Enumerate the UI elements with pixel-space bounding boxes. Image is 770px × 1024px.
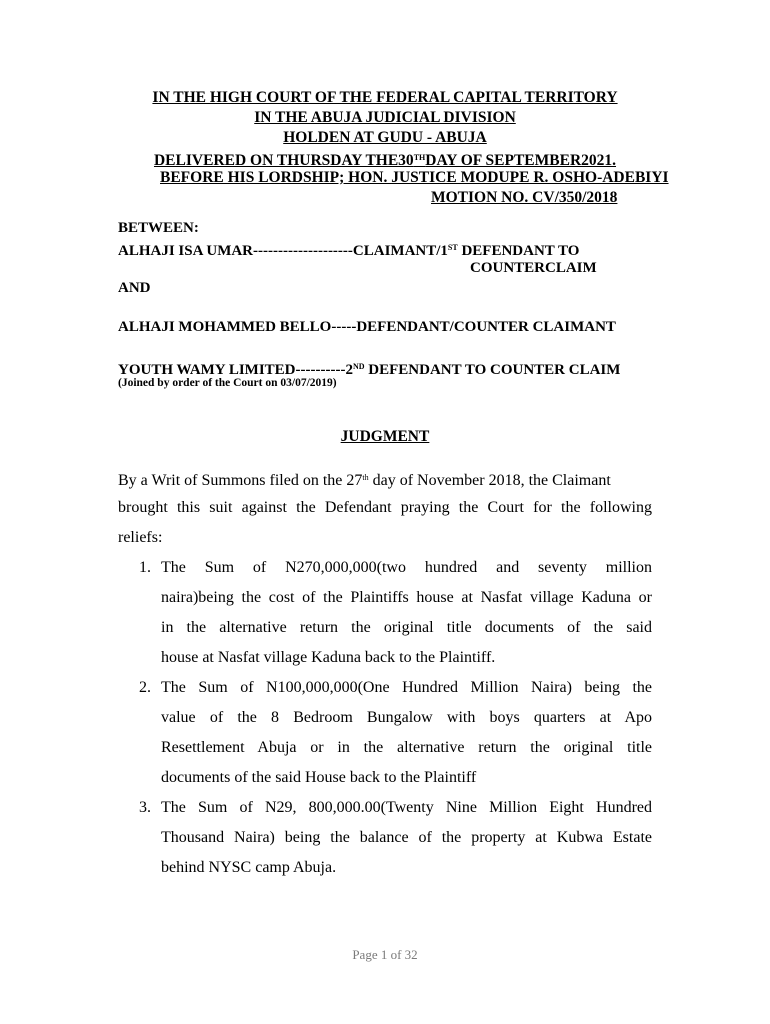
judgment-title: JUDGMENT bbox=[340, 428, 430, 445]
relief-1-line-1: The Sum of N270,000,000(two hundred and seventy million bbox=[161, 559, 652, 576]
claimant-line: ALHAJI ISA UMAR--------------------CLAIMANT/1ST DEFENDANT TO bbox=[118, 243, 580, 259]
and-label: AND bbox=[118, 280, 151, 296]
claimant-line-continued: COUNTERCLAIM bbox=[470, 260, 597, 276]
presiding-judge: BEFORE HIS LORDSHIP; HON. JUSTICE MODUPE R. OSHO-ADEBIYI bbox=[160, 169, 669, 186]
defendant-line: ALHAJI MOHAMMED BELLO-----DEFENDANT/COUNTER CLAIMANT bbox=[118, 319, 616, 335]
court-location: HOLDEN AT GUDU - ABUJA bbox=[283, 129, 487, 146]
relief-2-line-2: value of the 8 Bedroom Bungalow with boys quarters at Apo bbox=[161, 709, 652, 726]
between-label: BETWEEN: bbox=[118, 220, 199, 236]
relief-2-line-3: Resettlement Abuja or in the alternative return the original title bbox=[161, 739, 652, 756]
relief-1-line-2: naira)being the cost of the Plaintiffs house at Nasfat village Kaduna or bbox=[161, 589, 652, 606]
relief-3-number: 3. bbox=[139, 799, 151, 816]
relief-3-line-3: behind NYSC camp Abuja. bbox=[161, 859, 337, 876]
motion-number: MOTION NO. CV/350/2018 bbox=[431, 189, 618, 206]
intro-line-1: By a Writ of Summons filed on the 27th day of November 2018, the Claimant bbox=[118, 472, 611, 489]
relief-1-line-4: house at Nasfat village Kaduna back to the Plaintiff. bbox=[161, 649, 496, 666]
joined-note: (Joined by order of the Court on 03/07/2019) bbox=[118, 377, 337, 389]
page-number: Page 1 of 32 bbox=[352, 947, 418, 962]
relief-1-number: 1. bbox=[139, 559, 151, 576]
relief-3-line-2: Thousand Naira) being the balance of the property at Kubwa Estate bbox=[161, 829, 652, 846]
relief-1-line-3: in the alternative return the original title documents of the said bbox=[161, 619, 652, 636]
intro-line-2: brought this suit against the Defendant praying the Court for the following bbox=[118, 499, 652, 516]
relief-3-line-1: The Sum of N29, 800,000.00(Twenty Nine Million Eight Hundred bbox=[161, 799, 652, 816]
delivery-date: DELIVERED ON THURSDAY THE30THDAY OF SEPTEMBER2021. bbox=[153, 152, 617, 169]
relief-2-number: 2. bbox=[139, 679, 151, 696]
relief-2-line-4: documents of the said House back to the Plaintiff bbox=[161, 769, 477, 786]
court-name: IN THE HIGH COURT OF THE FEDERAL CAPITAL TERRITORY bbox=[152, 89, 618, 106]
relief-2-line-1: The Sum of N100,000,000(One Hundred Million Naira) being the bbox=[161, 679, 652, 696]
intro-line-3: reliefs: bbox=[118, 529, 163, 546]
judicial-division: IN THE ABUJA JUDICIAL DIVISION bbox=[254, 109, 516, 126]
second-defendant-line: YOUTH WAMY LIMITED----------2ND DEFENDANT TO COUNTER CLAIM bbox=[118, 362, 621, 378]
